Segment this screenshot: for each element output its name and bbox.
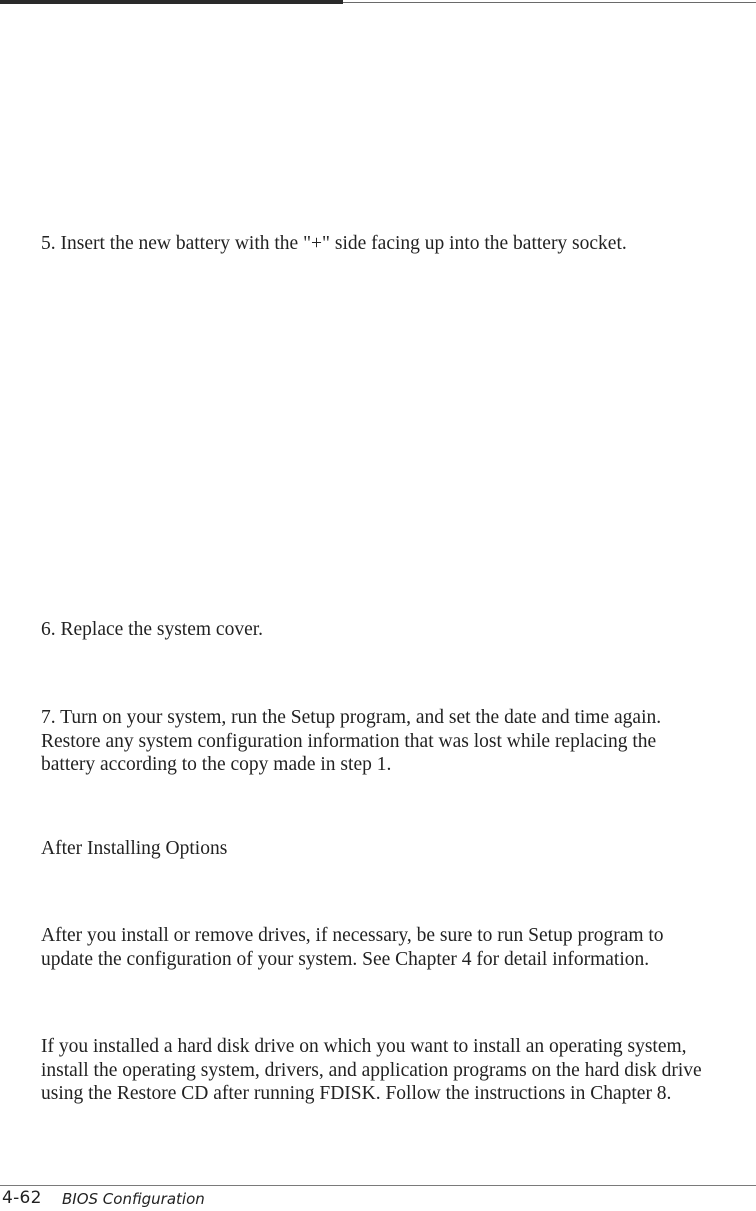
text-line: install the operating system, drivers, and application programs on the hard disk drive — [41, 1059, 702, 1081]
text-line: After you install or remove drives, if necessary, be sure to run Setup program to — [41, 925, 664, 946]
text-line: battery according to the copy made in step 1. — [41, 754, 392, 775]
step-6-paragraph — [41, 618, 753, 642]
text-line: 6. Replace the system cover. — [41, 619, 264, 640]
text-line: Restore any system configuration information that was lost while replacing the — [41, 730, 657, 752]
footer-rule — [0, 1185, 756, 1186]
step-5-paragraph — [41, 232, 753, 256]
footer-section-title: BIOS Configuration — [62, 1190, 205, 1208]
text-line: update the configuration of your system. See Chapter 4 for detail information. — [41, 948, 650, 970]
text-line: using the Restore CD after running FDISK. Follow the instructions in Chapter 8. — [41, 1083, 672, 1104]
os-install-paragraph — [41, 1035, 753, 1106]
text-line: 5. Insert the new battery with the "+" side facing up into the battery socket. — [41, 233, 627, 254]
step-7-paragraph — [41, 706, 753, 777]
section-heading — [41, 837, 753, 861]
text-line: 7. Turn on your system, run the Setup program, and set the date and time again. — [41, 707, 662, 728]
header-rule-thick — [0, 0, 343, 4]
header-rule-thin — [343, 2, 756, 3]
text-line: If you installed a hard disk drive on which you want to install an operating system, — [41, 1036, 687, 1057]
heading-text: After Installing Options — [41, 838, 228, 859]
page-number: 4-62 — [2, 1188, 42, 1208]
setup-paragraph — [41, 924, 753, 971]
